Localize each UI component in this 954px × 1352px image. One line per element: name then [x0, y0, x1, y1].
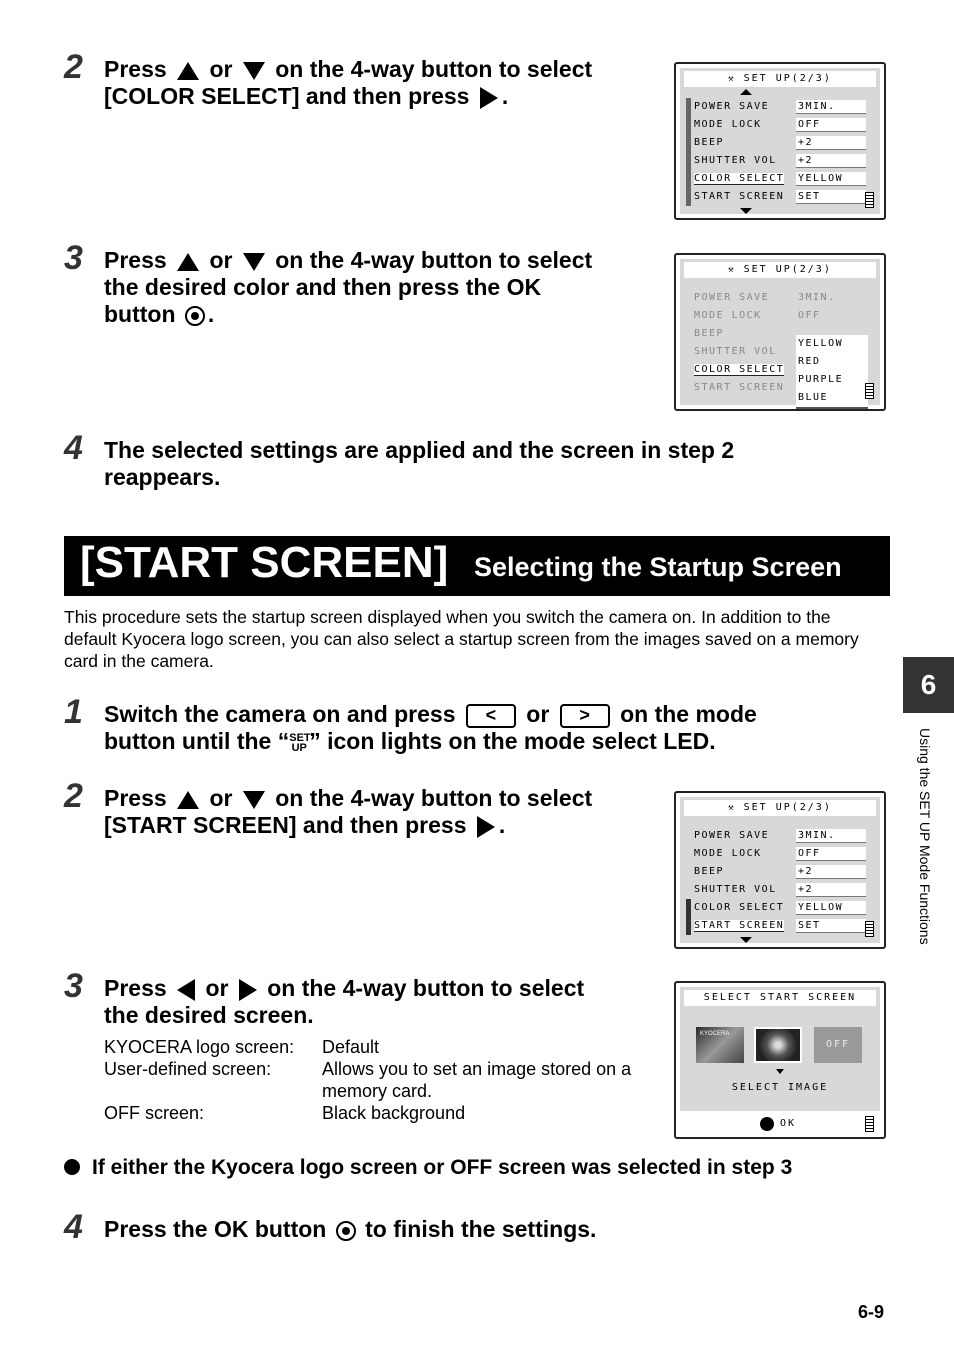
lcd-row: BEEP +2 — [690, 863, 870, 881]
lcd-row: SHUTTER VOL +2 — [690, 881, 870, 899]
right-arrow-icon — [477, 816, 495, 838]
left-arrow-icon — [177, 979, 195, 1001]
up-arrow-icon — [177, 62, 199, 80]
user-image-thumbnail — [754, 1027, 802, 1063]
setup-mode-icon: SET UP — [289, 731, 311, 754]
step-text: Press or on the 4-way button to select the desired color and then press the OK button . — [104, 247, 593, 327]
bullet-icon — [64, 1159, 80, 1175]
battery-icon — [865, 921, 874, 937]
banner-title: [START SCREEN] — [80, 538, 449, 587]
step-1-switch-on — [64, 693, 864, 755]
step-number: 2 — [64, 48, 83, 86]
lcd-row: BEEP +2 — [690, 134, 870, 152]
lcd-row: COLOR SELECT YELLOW — [690, 899, 870, 917]
mode-right-button-icon: > — [560, 704, 610, 728]
step-2-start-screen — [64, 777, 664, 839]
step-2-color-select — [64, 48, 664, 110]
step-number: 4 — [64, 1208, 83, 1246]
lcd-setup-screen-1 — [674, 62, 886, 220]
chapter-side-label: Using the SET UP Mode Functions — [917, 728, 933, 945]
step-text: Switch the camera on and press < or > on the mode button until the “SET UP ” icon lights on the mode select LED. — [104, 701, 757, 754]
chapter-tab: 6 — [903, 657, 954, 713]
lcd-footer — [680, 1111, 880, 1137]
up-arrow-icon — [177, 791, 199, 809]
ok-button-icon — [185, 306, 205, 326]
step-number: 3 — [64, 239, 83, 277]
page-number: 6-9 — [858, 1302, 885, 1322]
right-arrow-icon — [239, 979, 257, 1001]
lcd-row: START SCREEN SET — [690, 188, 870, 206]
lcd-title: ⚒ SET UP(2/3) — [684, 800, 876, 816]
battery-icon — [865, 1116, 874, 1132]
lcd-title: ⚒ SET UP(2/3) — [684, 71, 876, 87]
step-number: 2 — [64, 777, 83, 815]
step-text: The selected settings are applied and the screen in step 2 reappears. — [104, 437, 735, 490]
off-screen-thumbnail: OFF — [814, 1027, 862, 1063]
lcd-row: POWER SAVE 3MIN. — [694, 292, 836, 303]
selector-arrow-icon — [776, 1069, 784, 1074]
lcd-row: SHUTTER VOL +2 — [690, 152, 870, 170]
lcd-row: SHUTTER VOL — [694, 346, 777, 357]
down-arrow-icon — [243, 791, 265, 809]
lcd-row: POWER SAVE 3MIN. — [690, 827, 870, 845]
right-arrow-icon — [480, 87, 498, 109]
step-3-select-screen — [64, 967, 664, 1029]
setup-icon: ⚒ — [728, 265, 736, 275]
color-option: PURPLE — [798, 374, 844, 385]
lcd-title: ⚒ SET UP(2/3) — [684, 262, 876, 278]
lcd-row-selected: START SCREEN SET — [690, 917, 870, 935]
lcd-select-start-screen — [674, 981, 886, 1139]
section-banner — [64, 536, 890, 596]
up-arrow-icon — [177, 253, 199, 271]
step-3-color-select — [64, 239, 664, 328]
lcd-row: START SCREEN — [694, 382, 785, 393]
down-arrow-icon — [243, 253, 265, 271]
step-text: Press or on the 4-way button to select the desired screen. — [104, 975, 585, 1028]
lcd-title: SELECT START SCREEN — [684, 990, 876, 1006]
intro-paragraph: This procedure sets the startup screen displayed when you switch the camera on. In addition to the default Kyocera logo screen, you can also select a startup screen from the images saved on a memory card in the camera. — [64, 607, 859, 671]
scroll-down-icon — [740, 208, 752, 214]
step-text: Press or on the 4-way button to select [COLOR SELECT] and then press . — [104, 56, 593, 109]
down-arrow-icon — [243, 62, 265, 80]
color-option: YELLOW — [798, 338, 844, 349]
banner-subtitle: Selecting the Startup Screen — [474, 552, 842, 582]
scroll-down-icon — [740, 937, 752, 943]
mode-left-button-icon: < — [466, 704, 516, 728]
option-key: OFF screen: — [104, 1103, 205, 1123]
color-option: RED — [798, 356, 821, 367]
battery-icon — [865, 192, 874, 208]
option-value: Black background — [322, 1103, 466, 1123]
setup-icon: ⚒ — [728, 803, 736, 813]
step-text: Press the OK button to finish the settings. — [104, 1216, 597, 1242]
lcd-row: BEEP — [694, 328, 725, 339]
conditional-note: If either the Kyocera logo screen or OFF screen was selected in step 3 — [64, 1156, 792, 1180]
lcd-row-selected: COLOR SELECT — [694, 364, 785, 375]
ok-button-icon — [336, 1221, 356, 1241]
select-image-label: SELECT IMAGE — [731, 1082, 829, 1093]
lcd-setup-screen-2 — [674, 253, 886, 411]
battery-icon — [865, 383, 874, 399]
ok-label: OK — [780, 1118, 797, 1129]
option-value: Default — [322, 1037, 380, 1057]
kyocera-logo-thumbnail: KYOCERA — [696, 1027, 744, 1063]
lcd-row: MODE LOCK OFF — [690, 845, 870, 863]
option-value: Allows you to set an image stored on a memory card. — [322, 1059, 632, 1101]
color-option-list — [796, 335, 868, 409]
scroll-up-icon — [740, 89, 752, 95]
lcd-row: POWER SAVE 3MIN. — [690, 98, 870, 116]
lcd-row: MODE LOCK OFF — [694, 310, 821, 321]
lcd-row-selected: COLOR SELECT YELLOW — [690, 170, 870, 188]
step-text: Press or on the 4-way button to select [START SCREEN] and then press . — [104, 785, 593, 838]
step-number: 1 — [64, 693, 83, 731]
ok-button-icon — [760, 1117, 774, 1131]
option-key: KYOCERA logo screen: — [104, 1037, 295, 1057]
color-option: BLUE — [798, 392, 829, 403]
setup-icon: ⚒ — [728, 74, 736, 84]
lcd-row: MODE LOCK OFF — [690, 116, 870, 134]
step-number: 3 — [64, 967, 83, 1005]
option-key: User-defined screen: — [104, 1059, 272, 1079]
step-4-press-ok — [64, 1208, 764, 1246]
step-number: 4 — [64, 429, 83, 467]
step-4-applied — [64, 429, 864, 491]
lcd-setup-screen-3 — [674, 791, 886, 949]
